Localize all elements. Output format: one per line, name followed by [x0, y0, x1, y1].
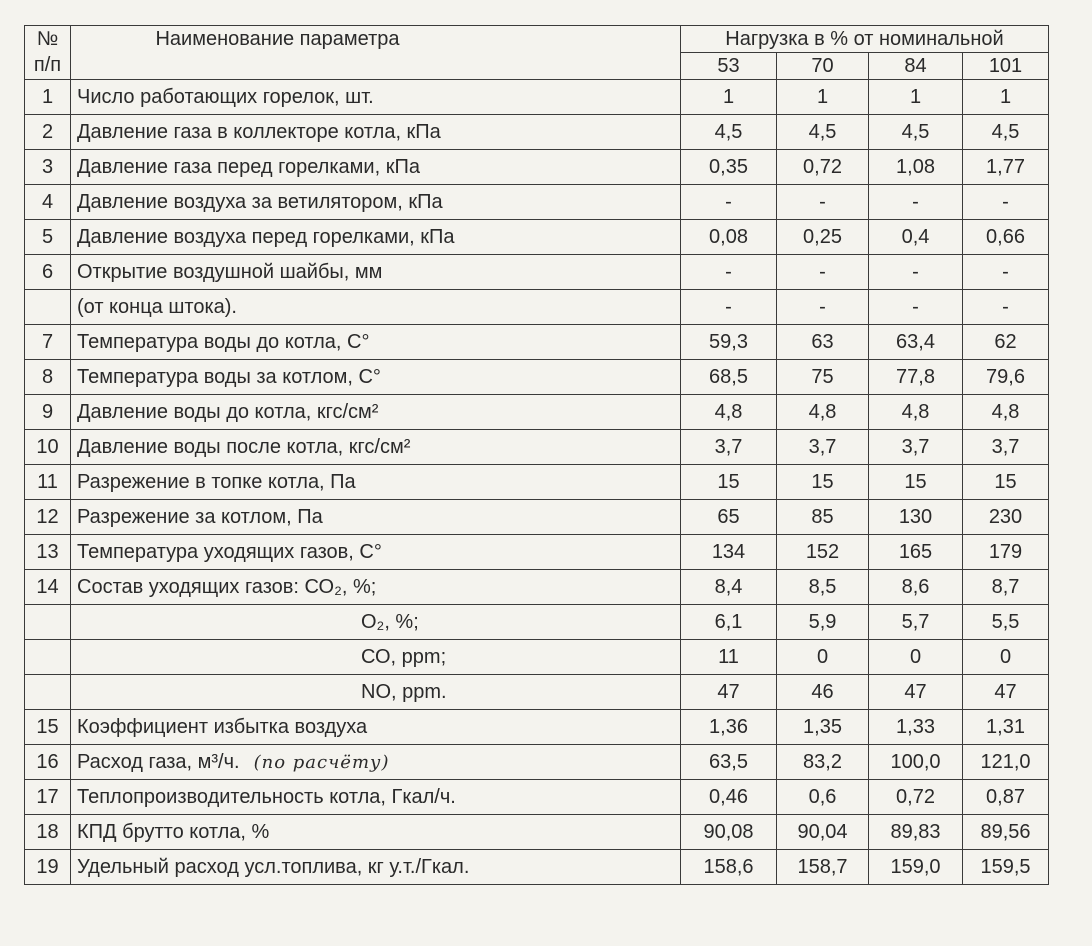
row-number: 14	[25, 570, 71, 605]
table-row	[25, 360, 1049, 395]
value-cell-load-84: 47	[869, 675, 963, 710]
value-cell-load-70: 4,5	[777, 115, 869, 150]
row-number: 7	[25, 325, 71, 360]
value-cell-load-53: 63,5	[681, 745, 777, 780]
parameter-name: О₂, %;	[361, 610, 419, 633]
value-cell-load-70: 5,9	[777, 605, 869, 640]
value-cell-load-70: 3,7	[777, 430, 869, 465]
value-cell-load-101: 89,56	[963, 815, 1049, 850]
table-row	[25, 745, 1049, 780]
value-cell-load-84: 0	[869, 640, 963, 675]
row-number: 8	[25, 360, 71, 395]
row-number: 16	[25, 745, 71, 780]
row-number: 9	[25, 395, 71, 430]
table-row	[25, 465, 1049, 500]
parameter-name-cell	[71, 360, 681, 395]
value-cell-load-84: 1	[869, 80, 963, 115]
value-cell-load-70: 90,04	[777, 815, 869, 850]
value-cell-load-84: 89,83	[869, 815, 963, 850]
parameter-name: NO, ppm.	[361, 680, 447, 703]
value-cell-load-53: -	[681, 290, 777, 325]
parameter-name: Открытие воздушной шайбы, мм	[77, 260, 383, 283]
row-number: 2	[25, 115, 71, 150]
parameter-name-cell	[71, 605, 681, 640]
table-row	[25, 115, 1049, 150]
value-cell-load-70: 46	[777, 675, 869, 710]
parameter-name: СО, ppm;	[361, 645, 447, 668]
value-cell-load-84: 3,7	[869, 430, 963, 465]
parameter-name-cell	[71, 185, 681, 220]
row-number	[25, 605, 71, 640]
row-number: 13	[25, 535, 71, 570]
value-cell-load-70: 83,2	[777, 745, 869, 780]
parameter-name: Разрежение в топке котла, Па	[77, 470, 356, 493]
parameter-name-cell	[71, 535, 681, 570]
parameter-name-cell	[71, 115, 681, 150]
value-cell-load-53: 15	[681, 465, 777, 500]
value-cell-load-101: 47	[963, 675, 1049, 710]
header-param-cell: Наименование параметра	[71, 26, 681, 53]
value-cell-load-70: 0,72	[777, 150, 869, 185]
value-cell-load-101: -	[963, 255, 1049, 290]
value-cell-load-84: 0,72	[869, 780, 963, 815]
value-cell-load-101: -	[963, 185, 1049, 220]
parameter-name-cell	[71, 395, 681, 430]
value-cell-load-84: 159,0	[869, 850, 963, 885]
header-row-1	[25, 26, 1049, 53]
handwritten-note: (по расчёту)	[253, 751, 390, 773]
value-cell-load-53: 1,36	[681, 710, 777, 745]
value-cell-load-70: 152	[777, 535, 869, 570]
row-number: 12	[25, 500, 71, 535]
value-cell-load-53: 8,4	[681, 570, 777, 605]
parameter-name: Коэффициент избытка воздуха	[77, 715, 368, 738]
value-cell-load-84: 4,8	[869, 395, 963, 430]
row-number: 6	[25, 255, 71, 290]
value-cell-load-101: 5,5	[963, 605, 1049, 640]
value-cell-load-101: 79,6	[963, 360, 1049, 395]
value-cell-load-84: -	[869, 255, 963, 290]
row-number: 3	[25, 150, 71, 185]
value-cell-load-53: 134	[681, 535, 777, 570]
row-number	[25, 290, 71, 325]
parameter-name: Давление газа перед горелками, кПа	[77, 155, 420, 178]
value-cell-load-84: 1,33	[869, 710, 963, 745]
row-number: 17	[25, 780, 71, 815]
value-cell-load-53: 68,5	[681, 360, 777, 395]
header-load-cell: Нагрузка в % от номинальной	[681, 26, 1049, 53]
parameter-name: Давление воды до котла, кгс/см²	[77, 400, 379, 423]
parameter-name-cell	[71, 430, 681, 465]
value-cell-load-53: 6,1	[681, 605, 777, 640]
value-cell-load-53: -	[681, 185, 777, 220]
row-number	[25, 640, 71, 675]
table-row	[25, 255, 1049, 290]
load-header-84: 84	[869, 53, 963, 80]
parameter-name: Температура воды до котла, С°	[77, 330, 370, 353]
table-row	[25, 220, 1049, 255]
value-cell-load-53: 11	[681, 640, 777, 675]
header-row-2	[25, 53, 1049, 80]
parameter-name-cell	[71, 465, 681, 500]
load-header-101: 101	[963, 53, 1049, 80]
value-cell-load-70: 85	[777, 500, 869, 535]
parameter-name-cell	[71, 500, 681, 535]
table-body	[25, 80, 1049, 885]
parameter-name: Состав уходящих газов: СО₂, %;	[77, 575, 377, 598]
value-cell-load-70: 75	[777, 360, 869, 395]
value-cell-load-70: 0,25	[777, 220, 869, 255]
table-row	[25, 850, 1049, 885]
row-number	[25, 675, 71, 710]
parameter-name-cell	[71, 570, 681, 605]
value-cell-load-53: 65	[681, 500, 777, 535]
value-cell-load-101: 1	[963, 80, 1049, 115]
header-param-cell-2	[71, 53, 681, 80]
value-cell-load-53: 0,46	[681, 780, 777, 815]
value-cell-load-101: 3,7	[963, 430, 1049, 465]
value-cell-load-53: 3,7	[681, 430, 777, 465]
parameter-name: КПД брутто котла, %	[77, 820, 270, 843]
value-cell-load-53: 47	[681, 675, 777, 710]
parameter-name: Удельный расход усл.топлива, кг у.т./Гкал.	[77, 855, 470, 878]
table-row	[25, 780, 1049, 815]
parameter-name-cell	[71, 850, 681, 885]
value-cell-load-53: 1	[681, 80, 777, 115]
table-row	[25, 150, 1049, 185]
parameter-name-cell	[71, 290, 681, 325]
value-cell-load-53: 158,6	[681, 850, 777, 885]
value-cell-load-84: 8,6	[869, 570, 963, 605]
row-number: 15	[25, 710, 71, 745]
value-cell-load-101: 15	[963, 465, 1049, 500]
value-cell-load-70: 63	[777, 325, 869, 360]
value-cell-load-101: 159,5	[963, 850, 1049, 885]
table-row	[25, 185, 1049, 220]
value-cell-load-84: 130	[869, 500, 963, 535]
value-cell-load-70: 0	[777, 640, 869, 675]
table-row	[25, 535, 1049, 570]
parameter-name-cell	[71, 255, 681, 290]
value-cell-load-84: 165	[869, 535, 963, 570]
value-cell-load-53: 59,3	[681, 325, 777, 360]
parameter-name: Число работающих горелок, шт.	[77, 85, 374, 108]
row-number: 18	[25, 815, 71, 850]
value-cell-load-53: 4,5	[681, 115, 777, 150]
row-number: 5	[25, 220, 71, 255]
value-cell-load-101: 179	[963, 535, 1049, 570]
value-cell-load-53: 0,35	[681, 150, 777, 185]
value-cell-load-101: 0,66	[963, 220, 1049, 255]
value-cell-load-70: 15	[777, 465, 869, 500]
value-cell-load-84: 100,0	[869, 745, 963, 780]
value-cell-load-101: 62	[963, 325, 1049, 360]
value-cell-load-101: 230	[963, 500, 1049, 535]
parameter-name-cell	[71, 150, 681, 185]
row-number: 11	[25, 465, 71, 500]
value-cell-load-70: 158,7	[777, 850, 869, 885]
value-cell-load-84: 1,08	[869, 150, 963, 185]
parameter-name-cell	[71, 780, 681, 815]
parameter-name-cell	[71, 675, 681, 710]
parameter-name-cell	[71, 745, 681, 780]
value-cell-load-70: 1,35	[777, 710, 869, 745]
parameter-name-cell	[71, 80, 681, 115]
parameter-name-cell	[71, 815, 681, 850]
value-cell-load-101: 1,77	[963, 150, 1049, 185]
value-cell-load-70: 8,5	[777, 570, 869, 605]
value-cell-load-101: 8,7	[963, 570, 1049, 605]
load-header-70: 70	[777, 53, 869, 80]
parameter-name: Давление воздуха за ветилятором, кПа	[77, 190, 443, 213]
table-row	[25, 500, 1049, 535]
table-row	[25, 815, 1049, 850]
row-number: 4	[25, 185, 71, 220]
value-cell-load-84: -	[869, 185, 963, 220]
parameter-name: Разрежение за котлом, Па	[77, 505, 323, 528]
value-cell-load-101: 4,8	[963, 395, 1049, 430]
parameter-name: Расход газа, м³/ч.	[77, 750, 240, 773]
row-number: 10	[25, 430, 71, 465]
parameter-name: Давление газа в коллекторе котла, кПа	[77, 120, 441, 143]
parameter-name-cell	[71, 220, 681, 255]
parameter-name-cell	[71, 325, 681, 360]
parameter-name: Давление воздуха перед горелками, кПа	[77, 225, 455, 248]
value-cell-load-101: 0	[963, 640, 1049, 675]
parameter-name: Температура воды за котлом, С°	[77, 365, 381, 388]
value-cell-load-53: 90,08	[681, 815, 777, 850]
boiler-parameters-table	[24, 25, 1049, 885]
table-row	[25, 675, 1049, 710]
table-row	[25, 395, 1049, 430]
table-row	[25, 290, 1049, 325]
table-row	[25, 430, 1049, 465]
value-cell-load-70: 1	[777, 80, 869, 115]
parameter-name: Температура уходящих газов, С°	[77, 540, 382, 563]
value-cell-load-101: -	[963, 290, 1049, 325]
value-cell-load-101: 1,31	[963, 710, 1049, 745]
value-cell-load-53: 4,8	[681, 395, 777, 430]
value-cell-load-53: -	[681, 255, 777, 290]
row-number: 19	[25, 850, 71, 885]
table-row	[25, 710, 1049, 745]
parameter-name-cell	[71, 710, 681, 745]
header-no-cell-2: п/п	[25, 53, 71, 80]
parameter-name: Давление воды после котла, кгс/см²	[77, 435, 411, 458]
value-cell-load-84: 77,8	[869, 360, 963, 395]
value-cell-load-84: 63,4	[869, 325, 963, 360]
header-no-cell: №	[25, 26, 71, 53]
value-cell-load-101: 0,87	[963, 780, 1049, 815]
value-cell-load-84: -	[869, 290, 963, 325]
value-cell-load-84: 15	[869, 465, 963, 500]
value-cell-load-70: -	[777, 185, 869, 220]
row-number: 1	[25, 80, 71, 115]
table-row	[25, 605, 1049, 640]
load-header-53: 53	[681, 53, 777, 80]
table-row	[25, 640, 1049, 675]
parameter-name-cell	[71, 640, 681, 675]
value-cell-load-101: 121,0	[963, 745, 1049, 780]
table-row	[25, 80, 1049, 115]
value-cell-load-84: 5,7	[869, 605, 963, 640]
parameter-name: (от конца штока).	[77, 295, 237, 318]
value-cell-load-70: -	[777, 290, 869, 325]
value-cell-load-84: 4,5	[869, 115, 963, 150]
table-row	[25, 325, 1049, 360]
value-cell-load-53: 0,08	[681, 220, 777, 255]
value-cell-load-70: -	[777, 255, 869, 290]
value-cell-load-70: 4,8	[777, 395, 869, 430]
value-cell-load-84: 0,4	[869, 220, 963, 255]
value-cell-load-70: 0,6	[777, 780, 869, 815]
parameter-name: Теплопроизводительность котла, Гкал/ч.	[77, 785, 456, 808]
table-row	[25, 570, 1049, 605]
value-cell-load-101: 4,5	[963, 115, 1049, 150]
